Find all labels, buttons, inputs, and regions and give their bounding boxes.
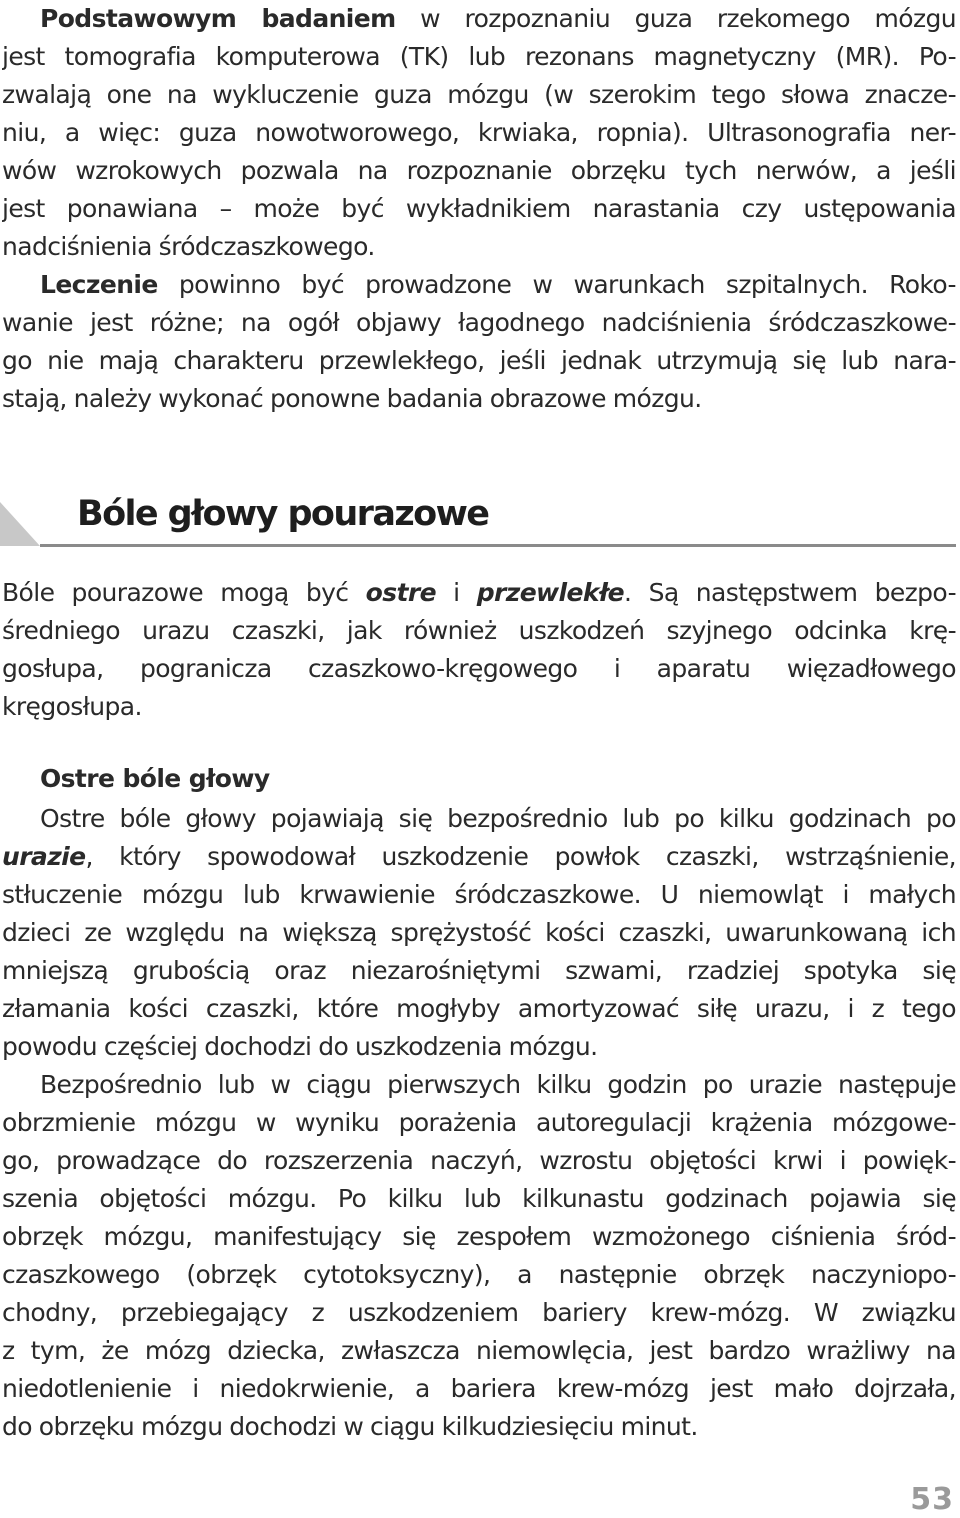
acute-line: dzieci ze względu na większą sprężystość kości czaszki, uwarunkowaną ich — [2, 918, 956, 947]
acute-line: czaszkowego (obrzęk cytotoksyczny), a następnie obrzęk naczyniopo- — [2, 1260, 956, 1289]
acute-line: szenia objętości mózgu. Po kilku lub kilkunastu godzinach pojawia się — [2, 1184, 956, 1213]
acute-line: Ostre bóle głowy pojawiają się bezpośrednio lub po kilku godzinach po — [40, 804, 956, 833]
intro-line: zwalają one na wykluczenie guza mózgu (w szerokim tego słowa znacze- — [2, 80, 956, 109]
intro-line: niu, a więc: guza nowotworowego, krwiaka, ropnia). Ultrasonografia ner- — [2, 118, 956, 147]
acute-line: chodny, przebiegający z uszkodzeniem bariery krew-mózg. W związku — [2, 1298, 956, 1327]
section-title: Bóle głowy pourazowe — [77, 494, 489, 534]
treatment-line: wanie jest różne; na ogół objawy łagodnego nadciśnienia śródczaszkowe- — [2, 308, 956, 337]
section-intro-line: gosłupa, pogranicza czaszkowo-kręgowego i aparatu więzadłowego — [2, 654, 956, 683]
treatment-line: stają, należy wykonać ponowne badania obrazowe mózgu. — [2, 384, 702, 413]
acute-line: niedotlenienie i niedokrwienie, a bariera krew-mózg jest mało dojrzała, — [2, 1374, 956, 1403]
intro-lead-bold: Podstawowym badaniem — [40, 4, 396, 33]
section-intro-line — [2, 574, 956, 612]
intro-line: jest ponawiana – może być wykładnikiem narastania czy ustępowania — [2, 194, 956, 223]
intro-line-text: w rozpoznaniu guza rzekomego mózgu — [420, 4, 956, 33]
emphasis-urazie: urazie — [2, 842, 86, 871]
acute-line-text: , który spowodował uszkodzenie powłok czaszki, wstrząśnienie, — [85, 842, 956, 871]
treatment-lead-bold: Leczenie — [40, 270, 158, 299]
section-heading — [0, 488, 960, 550]
section-intro-text: . Są następstwem bezpo- — [624, 578, 956, 607]
acute-line: do obrzęku mózgu dochodzi w ciągu kilkudziesięciu minut. — [2, 1412, 698, 1441]
acute-line: mniejszą grubością oraz niezarośniętymi szwami, rzadziej spotyka się — [2, 956, 956, 985]
acute-line — [2, 838, 956, 876]
treatment-paragraph — [2, 266, 956, 418]
heading-rule — [40, 544, 956, 547]
acute-line: powodu częściej dochodzi do uszkodzenia mózgu. — [2, 1032, 598, 1061]
acute-line: obrzmienie mózgu w wyniku porażenia autoregulacji krążenia mózgowe- — [2, 1108, 956, 1137]
treatment-line — [2, 266, 956, 304]
acute-line: Bezpośrednio lub w ciągu pierwszych kilku godzin po urazie następuje — [40, 1070, 956, 1099]
acute-line: obrzęk mózgu, manifestujący się zespołem wzmożonego ciśnienia śród- — [2, 1222, 956, 1251]
acute-line: go, prowadzące do rozszerzenia naczyń, wzrostu objętości krwi i powięk- — [2, 1146, 956, 1175]
section-intro-text: Bóle pourazowe mogą być — [2, 578, 349, 607]
acute-paragraph-1 — [2, 800, 956, 1066]
section-intro-paragraph — [2, 574, 956, 726]
intro-line: jest tomografia komputerowa (TK) lub rezonans magnetyczny (MR). Po- — [2, 42, 956, 71]
page-number: 53 — [910, 1482, 954, 1517]
section-intro-text: i — [453, 578, 460, 607]
intro-line: wów wzrokowych pozwala na rozpoznanie obrzęku tych nerwów, a jeśli — [2, 156, 956, 185]
emphasis-ostre: ostre — [365, 578, 436, 607]
intro-paragraph — [2, 0, 956, 266]
acute-line: stłuczenie mózgu lub krwawienie śródczaszkowe. U niemowląt i małych — [2, 880, 956, 909]
section-intro-line: średniego urazu czaszki, jak również uszkodzeń szyjnego odcinka krę- — [2, 616, 956, 645]
heading-triangle-icon — [0, 488, 44, 548]
intro-line — [2, 0, 956, 38]
emphasis-przewlekle: przewlekłe — [476, 578, 625, 607]
acute-paragraph-2 — [2, 1066, 956, 1446]
treatment-line: go nie mają charakteru przewlekłego, jeśli jednak utrzymują się lub nara- — [2, 346, 956, 375]
treatment-line-text: powinno być prowadzone w warunkach szpitalnych. Roko- — [178, 270, 956, 299]
acute-line: z tym, że mózg dziecka, zwłaszcza niemowlęcia, jest bardzo wrażliwy na — [2, 1336, 956, 1365]
subheading-acute: Ostre bóle głowy — [40, 764, 270, 793]
section-intro-line: kręgosłupa. — [2, 692, 142, 721]
acute-line: złamania kości czaszki, które mogłyby amortyzować siłę urazu, i z tego — [2, 994, 956, 1023]
intro-line: nadciśnienia śródczaszkowego. — [2, 232, 375, 261]
